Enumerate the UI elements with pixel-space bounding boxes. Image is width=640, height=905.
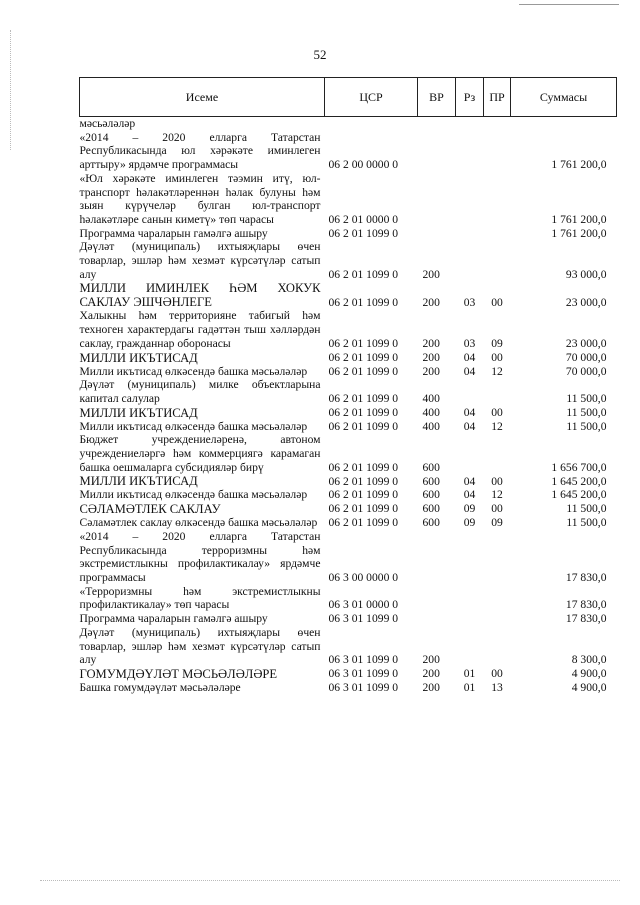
row-vr: 200 bbox=[422, 295, 440, 309]
table-row bbox=[80, 227, 617, 241]
row-name: «2014 – 2020 елларга Татарстан Республикасында юл хәрәкәте иминлеген арттыру» ярдәмче программасы bbox=[79, 130, 321, 172]
table-row bbox=[80, 378, 617, 405]
row-rz: 03 bbox=[463, 295, 476, 309]
row-sum: 17 830,0 bbox=[565, 598, 607, 612]
row-sum: 4 900,0 bbox=[571, 680, 607, 694]
table-row bbox=[80, 420, 617, 434]
table-row bbox=[80, 488, 617, 502]
row-vr bbox=[418, 117, 456, 131]
row-sum: 17 830,0 bbox=[565, 612, 607, 626]
row-csr: 06 2 01 1099 0 bbox=[328, 460, 399, 474]
row-csr bbox=[325, 117, 418, 131]
row-sum: 1 645 200,0 bbox=[551, 474, 607, 488]
row-sum: 11 500,0 bbox=[566, 391, 607, 405]
row-vr: 600 bbox=[422, 460, 440, 474]
row-vr: 600 bbox=[422, 516, 440, 530]
row-rz bbox=[456, 172, 484, 227]
row-csr: 06 2 01 1099 0 bbox=[328, 516, 399, 530]
header-vr: ВР bbox=[418, 78, 456, 117]
row-name: Дәүләт (муниципаль) милке объектларына капитал салулар bbox=[79, 378, 321, 405]
header-csr: ЦСР bbox=[325, 78, 418, 117]
row-rz bbox=[456, 117, 484, 131]
row-sum: 70 000,0 bbox=[565, 364, 607, 378]
table-header-row bbox=[80, 78, 617, 117]
row-pr bbox=[484, 612, 511, 626]
row-vr: 400 bbox=[422, 405, 440, 419]
row-pr: 00 bbox=[491, 667, 503, 681]
row-vr: 600 bbox=[422, 474, 440, 488]
row-name: Милли икътисад өлкәсендә башка мәсьәләләр bbox=[79, 488, 308, 502]
table-row bbox=[80, 351, 617, 365]
row-name: «Терроризмны һәм экстремистлыкны профилактикалау» төп чарасы bbox=[79, 584, 321, 612]
table-row bbox=[80, 365, 617, 379]
row-pr bbox=[484, 585, 511, 612]
row-pr bbox=[484, 626, 511, 667]
row-csr: 06 2 01 1099 0 bbox=[328, 364, 399, 378]
row-rz bbox=[456, 227, 484, 241]
row-vr bbox=[418, 612, 456, 626]
row-pr bbox=[484, 530, 511, 585]
row-pr bbox=[484, 131, 511, 172]
table-row bbox=[80, 172, 617, 227]
row-rz: 03 bbox=[463, 336, 476, 350]
row-vr: 400 bbox=[422, 419, 440, 433]
table-row bbox=[80, 433, 617, 474]
row-sum: 1 761 200,0 bbox=[551, 212, 607, 226]
row-name: Программа чараларын гамәлгә ашыру bbox=[79, 226, 268, 240]
row-rz bbox=[456, 240, 484, 281]
top-rule bbox=[519, 4, 619, 5]
row-sum: 93 000,0 bbox=[565, 267, 607, 281]
table-body bbox=[80, 117, 617, 695]
row-sum: 11 500,0 bbox=[566, 405, 607, 419]
row-name: Программа чараларын гамәлгә ашыру bbox=[79, 612, 268, 626]
row-vr: 200 bbox=[422, 667, 440, 681]
row-sum: 11 500,0 bbox=[566, 516, 607, 530]
row-rz bbox=[456, 612, 484, 626]
row-name: МИЛЛИ ИКЪТИСАД bbox=[79, 474, 198, 489]
budget-table bbox=[79, 77, 617, 695]
row-pr: 00 bbox=[491, 502, 503, 516]
row-rz: 01 bbox=[463, 680, 476, 694]
row-rz: 04 bbox=[463, 474, 476, 488]
row-sum: 17 830,0 bbox=[565, 570, 607, 584]
row-sum: 70 000,0 bbox=[565, 350, 607, 364]
row-csr: 06 2 01 1099 0 bbox=[328, 336, 399, 350]
row-vr bbox=[418, 227, 456, 241]
row-csr: 06 3 01 1099 0 bbox=[328, 653, 399, 667]
row-rz: 09 bbox=[463, 516, 476, 530]
table-row bbox=[80, 530, 617, 585]
row-csr: 06 2 01 1099 0 bbox=[328, 391, 399, 405]
row-pr: 00 bbox=[491, 295, 503, 309]
table-row bbox=[80, 516, 617, 530]
row-rz: 04 bbox=[463, 364, 476, 378]
table-row bbox=[80, 502, 617, 516]
row-vr bbox=[418, 530, 456, 585]
row-name: «Юл хәрәкәте иминлеген тәэмин итү, юл-транспорт һәлакәтләреннән һәлак булуны һәм зыян күрүчеләр булган юл-транспорт һәлакәтләре санын киметү» төп чарасы bbox=[79, 171, 321, 226]
row-pr: 09 bbox=[491, 516, 503, 530]
row-name: СӘЛАМӘТЛЕК САКЛАУ bbox=[79, 502, 221, 517]
row-sum: 11 500,0 bbox=[566, 419, 607, 433]
row-csr: 06 2 01 1099 0 bbox=[328, 502, 399, 516]
row-rz bbox=[456, 626, 484, 667]
row-rz bbox=[456, 530, 484, 585]
row-rz bbox=[456, 131, 484, 172]
row-pr bbox=[484, 433, 511, 474]
row-vr: 200 bbox=[422, 364, 440, 378]
row-name: МИЛЛИ ИКЪТИСАД bbox=[79, 350, 198, 365]
table-row bbox=[80, 131, 617, 172]
row-csr: 06 2 01 1099 0 bbox=[328, 226, 399, 240]
row-csr: 06 2 01 1099 0 bbox=[328, 405, 399, 419]
row-pr: 12 bbox=[491, 488, 503, 502]
header-rz: Рз bbox=[456, 78, 484, 117]
row-rz bbox=[456, 433, 484, 474]
row-name: МИЛЛИ ИМИНЛЕК ҺӘМ ХОКУК САКЛАУ ЭШЧӘНЛЕГЕ bbox=[79, 281, 321, 310]
table-row bbox=[80, 626, 617, 667]
table-row bbox=[80, 240, 617, 281]
row-csr: 06 3 01 1099 0 bbox=[328, 667, 399, 681]
row-name: Милли икътисад өлкәсендә башка мәсьәләләр bbox=[79, 364, 308, 378]
row-vr: 600 bbox=[422, 488, 440, 502]
row-csr: 06 2 00 0000 0 bbox=[328, 158, 399, 172]
row-pr: 12 bbox=[491, 419, 503, 433]
row-pr: 00 bbox=[491, 405, 503, 419]
row-name: МИЛЛИ ИКЪТИСАД bbox=[79, 405, 198, 420]
row-vr: 200 bbox=[422, 680, 440, 694]
row-vr: 400 bbox=[422, 391, 440, 405]
table-row bbox=[80, 281, 617, 309]
table-row bbox=[80, 585, 617, 612]
row-pr bbox=[484, 117, 511, 131]
row-vr: 200 bbox=[422, 336, 440, 350]
row-csr: 06 2 01 1099 0 bbox=[328, 488, 399, 502]
row-pr: 00 bbox=[491, 474, 503, 488]
row-rz: 04 bbox=[463, 350, 476, 364]
row-sum: 1 761 200,0 bbox=[551, 226, 607, 240]
row-pr bbox=[484, 227, 511, 241]
row-sum bbox=[511, 117, 617, 131]
page-number: 52 bbox=[313, 47, 327, 62]
row-rz bbox=[456, 378, 484, 405]
row-csr: 06 3 01 0000 0 bbox=[328, 598, 399, 612]
row-csr: 06 2 01 1099 0 bbox=[328, 350, 399, 364]
row-vr bbox=[418, 585, 456, 612]
row-name: Халыкны һәм территорияне табигый һәм техноген характердагы гадәттән тыш хәлләрдән саклау, гражданнар оборонасы bbox=[79, 309, 321, 350]
row-rz: 09 bbox=[463, 502, 476, 516]
row-name: Башка гомумдәүләт мәсьәләләре bbox=[79, 680, 241, 694]
table-row bbox=[80, 117, 617, 131]
row-rz: 04 bbox=[463, 405, 476, 419]
row-csr: 06 2 01 1099 0 bbox=[328, 474, 399, 488]
row-pr bbox=[484, 378, 511, 405]
table-row bbox=[80, 667, 617, 681]
row-sum: 23 000,0 bbox=[565, 336, 607, 350]
row-pr bbox=[484, 172, 511, 227]
row-csr: 06 2 01 0000 0 bbox=[328, 212, 399, 226]
row-pr: 00 bbox=[491, 350, 503, 364]
row-name: «2014 – 2020 елларга Татарстан Республикасында терроризмны һәм экстремистлыкны профилактикалау» ярдәмче программасы bbox=[79, 529, 321, 584]
row-pr: 13 bbox=[491, 680, 503, 694]
row-vr: 200 bbox=[422, 267, 440, 281]
table-row bbox=[80, 309, 617, 350]
row-sum: 1 761 200,0 bbox=[551, 158, 607, 172]
row-sum: 8 300,0 bbox=[571, 653, 607, 667]
row-rz bbox=[456, 585, 484, 612]
header-sum: Суммасы bbox=[511, 78, 617, 117]
row-rz: 01 bbox=[463, 667, 476, 681]
row-vr bbox=[418, 131, 456, 172]
row-name: Бюджет учреждениеләренә, автоном учреждениеләргә һәм коммерциягә карамаган башка оешмаларга субсидияләр бирү bbox=[79, 433, 321, 474]
bottom-dots bbox=[40, 880, 620, 881]
table-row bbox=[80, 681, 617, 695]
row-csr: 06 3 01 1099 0 bbox=[328, 680, 399, 694]
row-name: мәсьәләләр bbox=[79, 117, 136, 130]
table-row bbox=[80, 612, 617, 626]
header-pr: ПР bbox=[484, 78, 511, 117]
row-sum: 1 645 200,0 bbox=[551, 488, 607, 502]
row-vr: 200 bbox=[422, 350, 440, 364]
row-csr: 06 2 01 1099 0 bbox=[328, 295, 399, 309]
row-sum: 23 000,0 bbox=[565, 295, 607, 309]
row-vr: 200 bbox=[422, 653, 440, 667]
row-rz: 04 bbox=[463, 488, 476, 502]
row-rz: 04 bbox=[463, 419, 476, 433]
row-pr: 09 bbox=[491, 336, 503, 350]
row-name: Дәүләт (муниципаль) ихтыяҗлары өчен товарлар, эшләр һәм хезмәт күрсәтүләр сатып алу bbox=[79, 240, 321, 281]
table-row bbox=[80, 406, 617, 420]
row-vr: 600 bbox=[422, 502, 440, 516]
row-sum: 11 500,0 bbox=[566, 502, 607, 516]
row-csr: 06 2 01 1099 0 bbox=[328, 419, 399, 433]
row-name: Милли икътисад өлкәсендә башка мәсьәләләр bbox=[79, 419, 308, 433]
row-csr: 06 3 01 1099 0 bbox=[328, 612, 399, 626]
row-pr bbox=[484, 240, 511, 281]
row-sum: 4 900,0 bbox=[571, 667, 607, 681]
header-name: Исеме bbox=[80, 78, 325, 117]
row-vr bbox=[418, 172, 456, 227]
row-sum: 1 656 700,0 bbox=[551, 460, 607, 474]
row-pr: 12 bbox=[491, 364, 503, 378]
row-csr: 06 3 00 0000 0 bbox=[328, 570, 399, 584]
table-row bbox=[80, 474, 617, 488]
row-name: Сәламәтлек саклау өлкәсендә башка мәсьәләләр bbox=[79, 516, 318, 530]
row-name: ГОМУМДӘҮЛӘТ МӘСЬӘЛӘЛӘРЕ bbox=[79, 666, 278, 681]
row-csr: 06 2 01 1099 0 bbox=[328, 267, 399, 281]
row-name: Дәүләт (муниципаль) ихтыяҗлары өчен товарлар, эшләр һәм хезмәт күрсәтүләр сатып алу bbox=[79, 625, 321, 667]
